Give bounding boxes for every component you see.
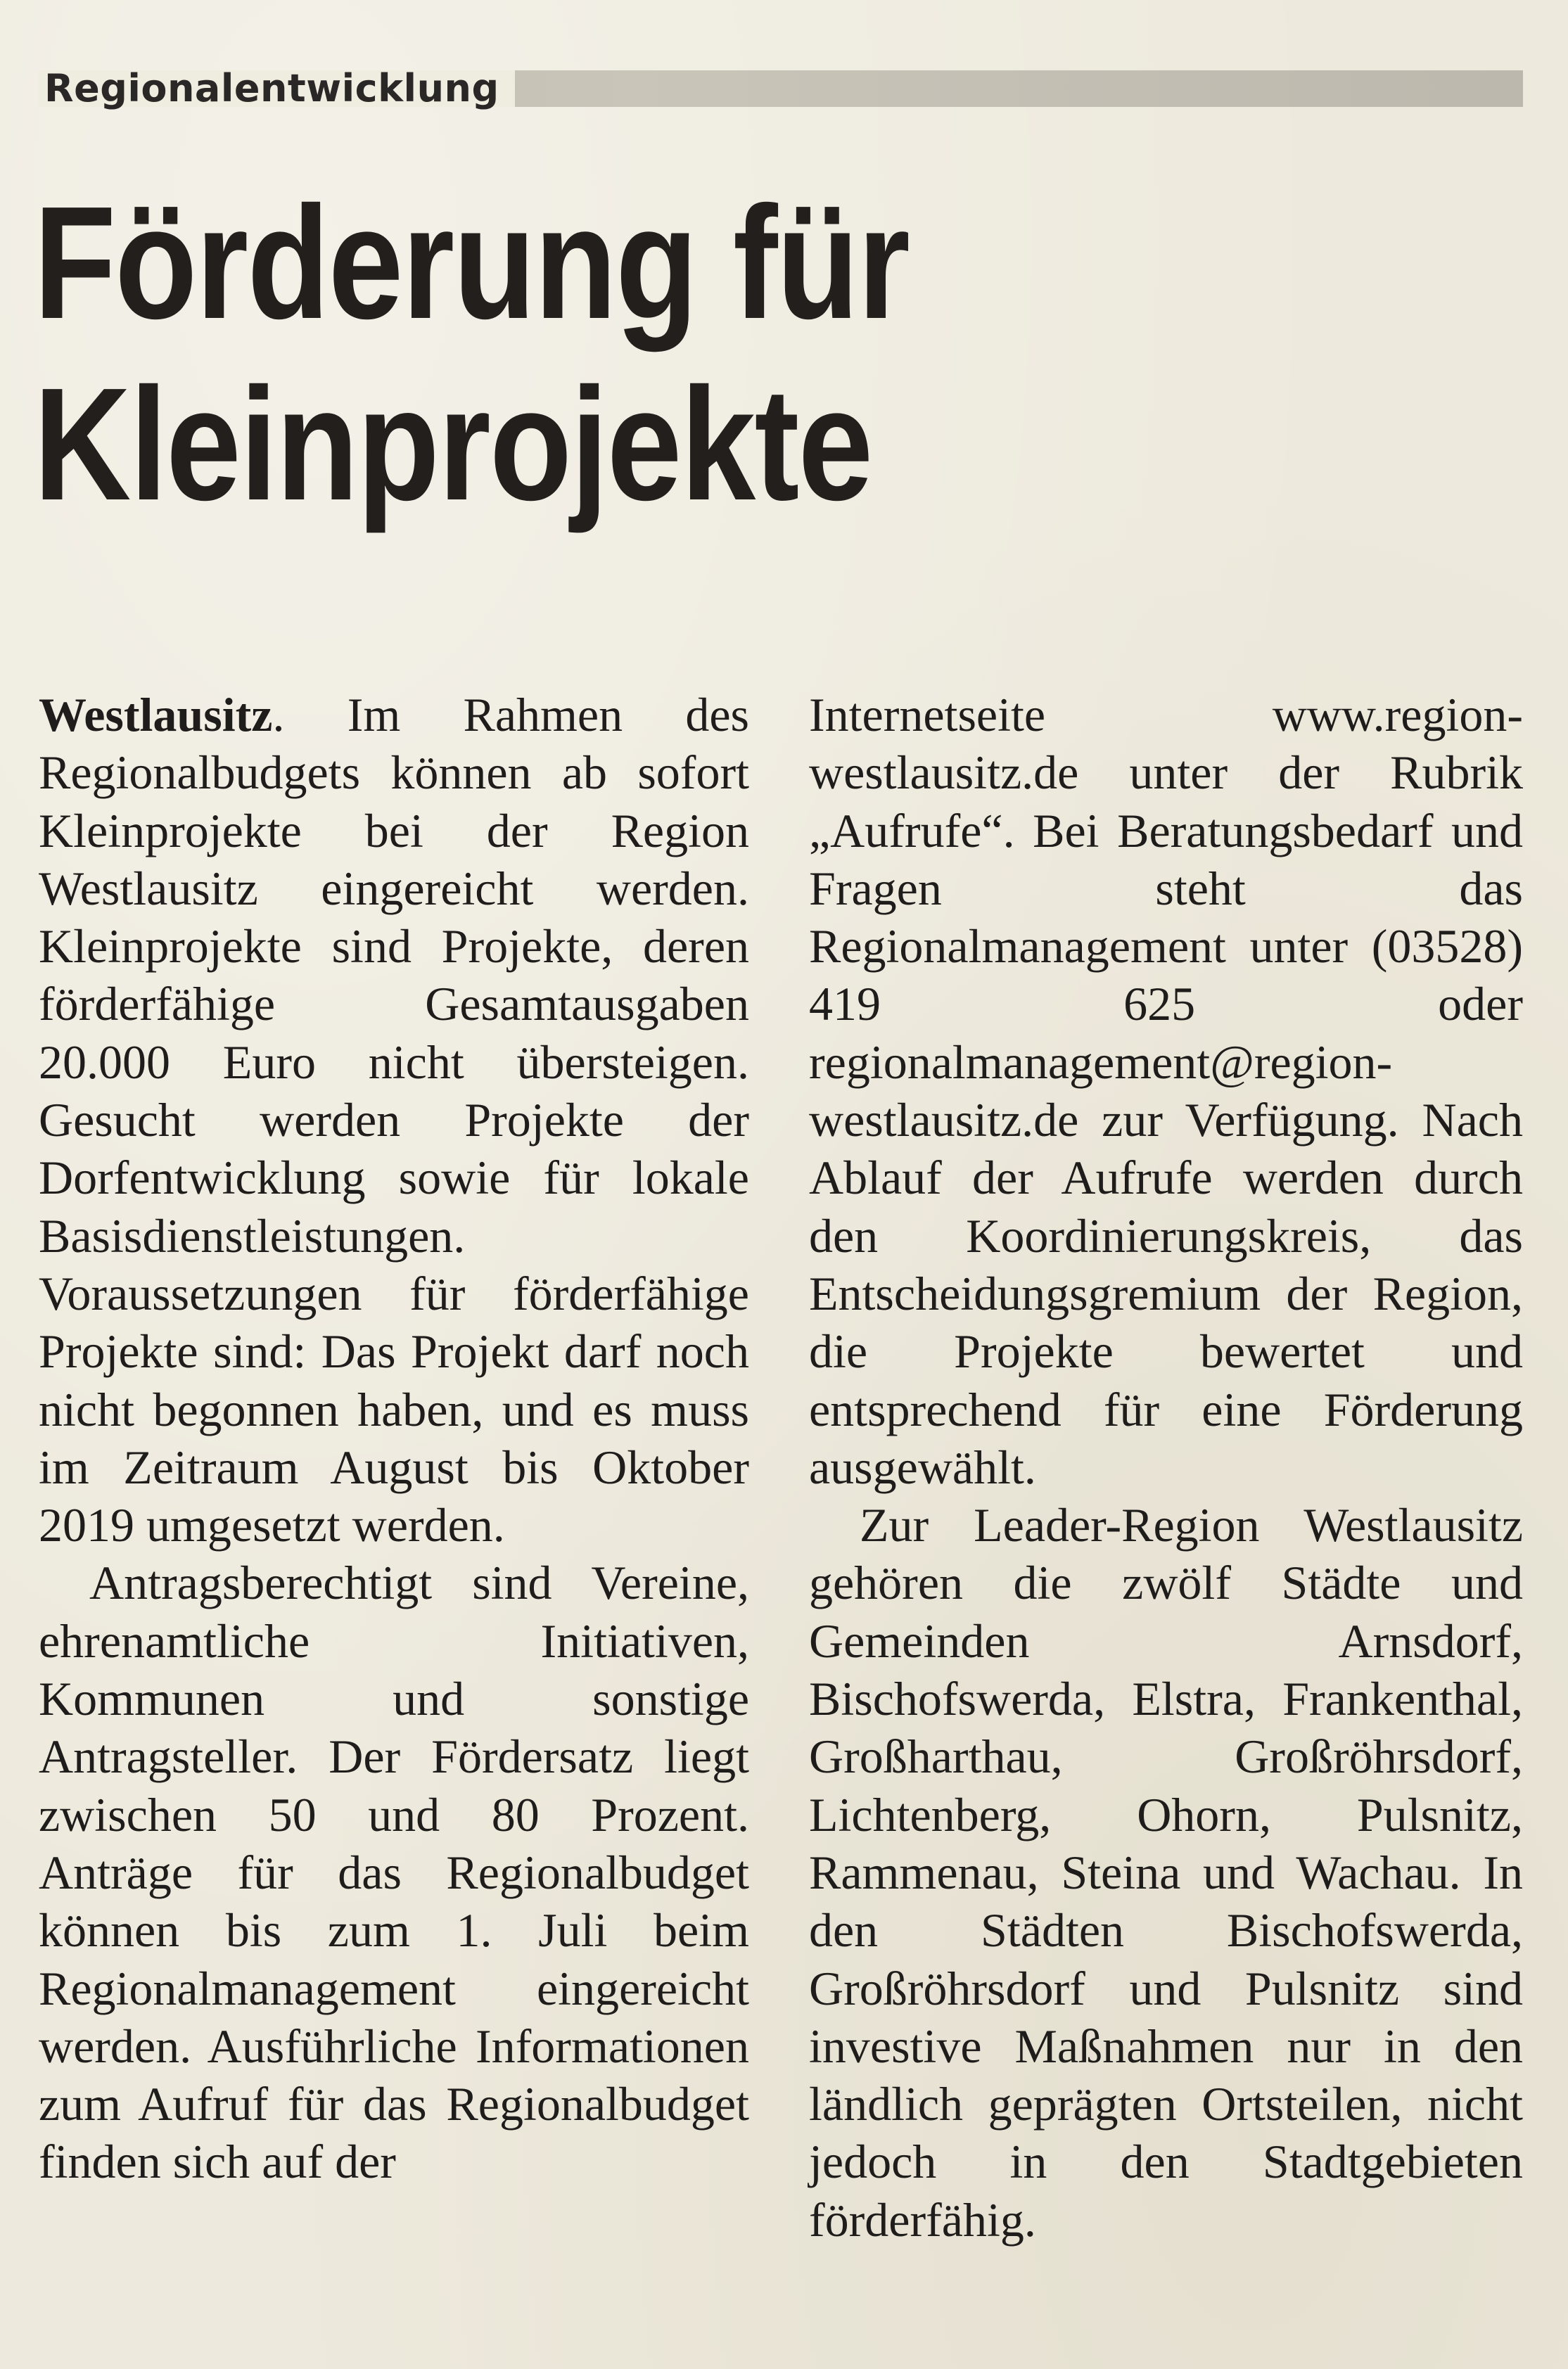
headline xyxy=(34,172,1299,535)
headline-line-1: Förderung für xyxy=(34,174,910,352)
headline-line-2: Kleinprojekte xyxy=(34,355,872,534)
article-paragraph: Internetseite www.region-westlausitz.de unter der Rubrik „Aufrufe“. Bei Beratungsbedarf und Fragen steht das Regionalmanagement unter (03528) 419 625 oder regionalmanagement@region-westlausitz.de zur Verfügung. Nach Ablauf der Aufrufe werden durch den Koordinierungskreis, das Entscheidungsgremium der Region, die Projekte bewertet und entsprechend für eine Förderung ausgewählt. xyxy=(809,688,1523,1494)
article-paragraph: Westlausitz. Im Rahmen des Regionalbudgets können ab sofort Kleinprojekte bei der Region Westlausitz eingereicht werden. Kleinprojekte sind Projekte, deren förderfähige Gesamtausgaben 20.000 Euro nicht übersteigen. Gesucht werden Projekte der Dorfentwicklung sowie für lokale Basisdienstleistungen. Voraussetzungen für förderfähige Projekte sind: Das Projekt darf noch nicht begonnen haben, und es muss im Zeitraum August bis Oktober 2019 umgesetzt werden. xyxy=(39,688,750,1552)
article-column-right xyxy=(809,686,1523,2249)
article-text: Im Rahmen des Regionalbudgets können ab sofort Kleinprojekte bei der Region Westlausitz eingereicht werden. Kleinprojekte sind Projekte, deren förderfähige Gesamtausgaben 20.000 Euro nicht übersteigen. Gesucht werden Projekte der Dorfentwicklung sowie für lokale Basisdienstleistungen. Voraussetzungen für förderfähige Projekte sind: Das Projekt darf noch nicht begonnen haben, und es muss im Zeitraum August bis Oktober 2019 umgesetzt werden. xyxy=(39,688,750,1552)
article-paragraph: Antragsberechtigt sind Vereine, ehrenamtliche Initiativen, Kommunen und sonstige Antragsteller. Der Fördersatz liegt zwischen 50 und 80 Prozent. Anträge für das Regionalbudget können bis zum 1. Juli beim Regionalmanagement eingereicht werden. Ausführliche Informationen zum Aufruf für das Regionalbudget finden sich auf der xyxy=(39,1556,749,2189)
rubric-label: Regionalentwicklung xyxy=(39,70,515,107)
dateline: Westlausitz xyxy=(39,688,273,741)
article-paragraph: Zur Leader-Region Westlausitz gehören die zwölf Städte und Gemeinden Arnsdorf, Bischofswerda, Elstra, Frankenthal, Großharthau, Großröhrsdorf, Lichtenberg, Ohorn, Pulsnitz, Rammenau, Steina und Wachau. In den Städten Bischofswerda, Großröhrsdorf und Pulsnitz sind investive Maßnahmen nur in den ländlich geprägten Ortsteilen, nicht jedoch in den Stadtgebieten förderfähig. xyxy=(809,1498,1523,2247)
article-column-left xyxy=(39,686,749,2191)
